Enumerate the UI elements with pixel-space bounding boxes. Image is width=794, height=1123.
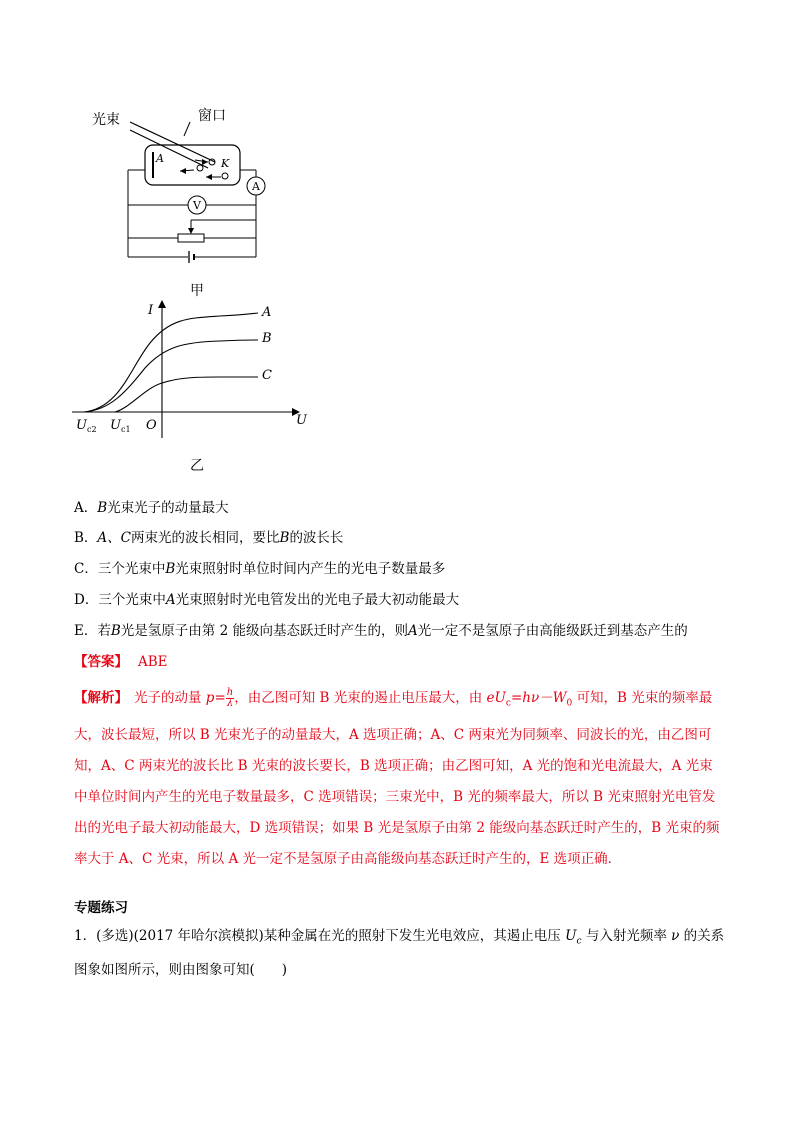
curve-c-label: C bbox=[262, 368, 272, 383]
explanation: 【解析】 光子的动量 p= $\frac{h}{\lambda}$ ，由乙图可知 B 光束的遏止电压最大，由 $eU_c=h\nu-W_0$ 可知，B 光束的频率最大，波长最短，所以 B 光束光子的动量最大，A 选项正确；A、C 两束光为同频率、同波长的光，由乙图可知，A、C 两束光的波长比 B 光束的波长要长，B 选项正确；由乙图可知，A 光的饱和光电流最大，A 光束中单位时间内产生的光电子数量最多，C 选项错误；三束光中，B 光的频率最大，所以 B 光束照射光电管发出的光电子最大初动能最大，D 选项错误；如果 B 光是氢原子由第 2 能级向基态跃迁时产生的，B 光束的频率大于 A、C 光束，所以 A 光一定不是氢原子由高能级向基态跃迁时产生的，E 选项正确． bbox=[74, 687, 720, 867]
curve-b-label: B bbox=[262, 331, 272, 346]
curve-a bbox=[84, 313, 258, 412]
option-e: E．若B光是氢原子由第 2 能级向基态跃迁时产生的，则A光一定不是氢原子由高能级跃迁到基态产生的 bbox=[74, 623, 688, 639]
cathode-label: K bbox=[221, 157, 230, 170]
answer-line: 【答案】 ABE bbox=[74, 654, 168, 670]
option-c: C．三个光束中B光束照射时单位时间内产生的光电子数量最多 bbox=[74, 561, 446, 577]
window-label: 窗口 bbox=[198, 108, 226, 124]
anode-label: A bbox=[156, 152, 164, 165]
curve-c bbox=[115, 377, 258, 412]
voltmeter-label: V bbox=[193, 199, 201, 212]
curve-a-label: A bbox=[262, 305, 272, 320]
option-b: B．A、C两束光的波长相同，要比B的波长长 bbox=[74, 530, 344, 546]
axis-i-label: I bbox=[148, 303, 154, 318]
option-d: D．三个光束中A光束照射时光电管发出的光电子最大初动能最大 bbox=[74, 592, 460, 608]
beam-label: 光束 bbox=[92, 112, 120, 128]
uc1-label: $U_{c1}$ bbox=[110, 418, 131, 434]
uc2-label: $U_{c2}$ bbox=[76, 418, 97, 434]
figure-yi-caption: 乙 bbox=[190, 458, 204, 474]
circuit-diagram bbox=[90, 100, 280, 270]
curve-b bbox=[84, 340, 258, 412]
figure-jia-caption: 甲 bbox=[190, 283, 204, 299]
ammeter-label: A bbox=[252, 180, 260, 193]
section-title: 专题练习 bbox=[74, 900, 128, 916]
question-1: 1．(多选)(2017 年哈尔滨模拟)某种金属在光的照射下发生光电效应，其遏止电压 $U_c$ 与入射光频率 ν 的关系图象如图所示，则由图象可知( ) bbox=[74, 928, 725, 978]
fraction-h-lambda: $\frac{h}{\lambda}$ bbox=[226, 687, 234, 709]
iu-graph bbox=[70, 298, 310, 448]
answer-value: ABE bbox=[138, 654, 168, 670]
origin-label: O bbox=[146, 418, 157, 433]
option-a: A．B光束光子的动量最大 bbox=[74, 500, 229, 516]
axis-u-label: U bbox=[296, 413, 307, 428]
